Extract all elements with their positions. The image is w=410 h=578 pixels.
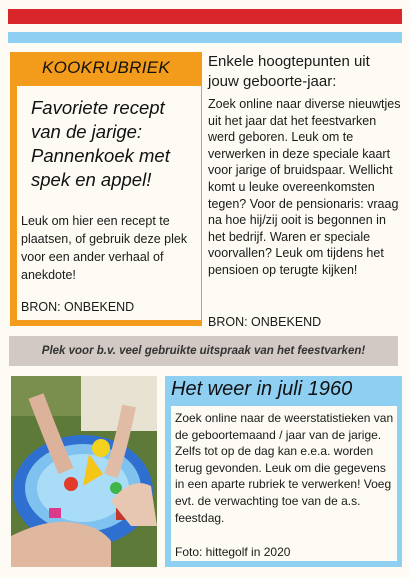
highlights-source: BRON: ONBEKEND [208,315,322,329]
recipe-title-line: van de jarige: [31,121,143,142]
recipe-title-line: Favoriete recept [31,97,165,118]
recipe-panel [10,52,202,326]
weather-body: Zoek online naar de weerstatistieken van de geboortemaand / jaar van de jarige. Zelfs tot op de dag kan e.e.a. worden terug gevonden. Leuk om die gegevens in een aparte rubriek te verwerken! Voeg evt. de verwachting toe van de a.s. feestdag. [175,411,394,525]
recipe-body: Leuk om hier een recept te plaatsen, of gebruik deze plek voor een ander verhaal of anekdote! [21,214,188,282]
highlights-heading [208,52,404,92]
recipe-header: KOOKRUBRIEK [42,58,170,77]
recipe-title-line: Pannenkoek met [31,145,170,166]
recipe-source: BRON: ONBEKEND [21,300,135,314]
quote-text: Plek voor b.v. veel gebruikte uitspraak van het feestvarken! [41,345,366,357]
weather-panel [165,376,402,567]
weather-source: Foto: hittegolf in 2020 [175,545,291,559]
weather-title: Het weer in juli 1960 [171,378,353,400]
quote-bar [9,336,398,366]
top-stripe-blue [8,32,402,43]
top-stripe-red [8,9,402,24]
photo-illustration [11,376,157,567]
recipe-title-line: spek en appel! [31,169,152,190]
weather-inner-box [171,406,397,561]
highlights-body: Zoek online naar diverse nieuwtjes uit het jaar dat het feestvarken werd geboren. Leuk om te verwerken in deze speciale kaart voor jarige of bruidspaar. Wellicht komt u leuke overeenkomsten tegen? Voor de pensionaris: vraag na hoe hij/zij ooit is begonnen in het bedrijf. Waren er speciale voorvallen? Leuk om tijdens het pensioen op terugte kijken! [208,97,401,277]
highlights-heading-line: Enkele hoogtepunten uit [208,53,370,70]
recipe-inner-box [17,86,201,320]
recipe-title [31,96,196,192]
heatwave-photo [11,376,157,567]
highlights-heading-line: jouw geboorte-jaar: [208,73,337,90]
